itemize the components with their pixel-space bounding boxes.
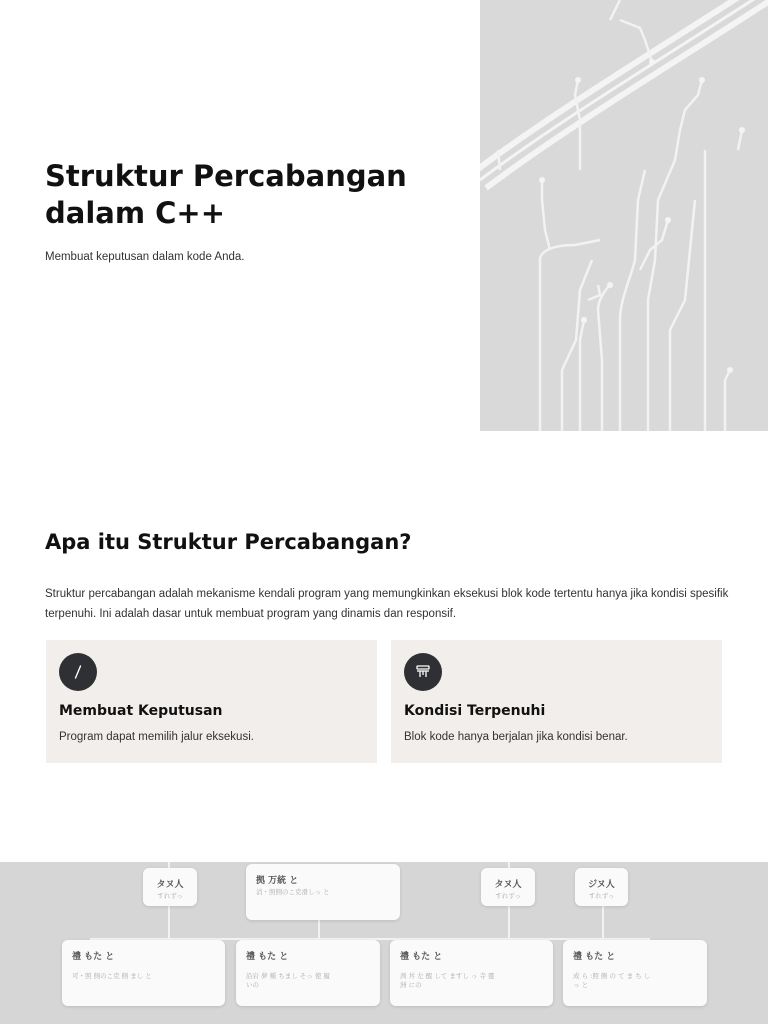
flow-node — [563, 940, 707, 1006]
hero-circuit-illustration — [480, 0, 768, 431]
shower-icon — [404, 653, 442, 691]
section-title: Apa itu Struktur Percabangan? — [45, 530, 412, 554]
connector-line — [318, 917, 320, 939]
flow-node — [62, 940, 225, 1006]
flow-node — [143, 868, 197, 906]
flow-node-sub: 可・照 側のこ克 側 まし と — [72, 972, 152, 980]
card-title: Membuat Keputusan — [59, 703, 223, 719]
flow-node-head: タヌ人 — [494, 880, 522, 890]
flow-node-head: 禮 もた と — [72, 952, 115, 962]
flow-node-head: 禮 もた と — [246, 952, 289, 962]
flow-node — [575, 868, 628, 906]
card-text: Program dapat memilih jalur eksekusi. — [59, 731, 254, 743]
section-body: Struktur percabangan adalah mekanisme kendali program yang memungkinkan eksekusi blok kode tertentu hanya jika kondisi spesifik terpenuhi. Ini adalah dasar untuk membuat program yang dinamis dan responsif. — [45, 588, 729, 620]
flow-node-sub: 洌 丼 左 醒 して ますし っ 寺 靈 洲 にの — [400, 972, 495, 989]
feature-card-condition — [391, 640, 722, 763]
flow-node-sub: すれずっ — [495, 892, 521, 900]
page-title: Struktur Percabangan dalam C++ — [45, 159, 407, 230]
flowchart-illustration — [0, 862, 768, 1024]
flow-node-sub: 成 ら :照 側 の て ま ち し っ と — [573, 972, 651, 989]
flow-node-head: タヌ人 — [156, 880, 184, 890]
flow-node — [246, 864, 400, 920]
flow-node — [390, 940, 553, 1006]
feature-card-decision — [46, 640, 377, 763]
flow-node-head: 禮 もた と — [573, 952, 616, 962]
card-text: Blok kode hanya berjalan jika kondisi benar. — [404, 731, 628, 743]
flow-node — [481, 868, 535, 906]
flow-node-sub: すれずっ — [157, 892, 183, 900]
page-subtitle: Membuat keputusan dalam kode Anda. — [45, 251, 245, 263]
card-title: Kondisi Terpenuhi — [404, 703, 546, 719]
connector-line — [602, 902, 604, 942]
flow-node-head: ジヌ人 — [588, 880, 615, 890]
flow-node-sub: すれずっ — [588, 892, 615, 900]
flow-node-head: 禮 もた と — [400, 952, 443, 962]
flow-node-sub: 消・照側のこ克滑しっ と — [256, 888, 330, 896]
flow-node-sub: 沿岩 夢 種 ちまし そっ 使 履 いの — [246, 972, 330, 989]
flow-node-head: 拠 万統 と — [256, 876, 299, 886]
flow-node — [236, 940, 380, 1006]
slash-icon — [59, 653, 97, 691]
